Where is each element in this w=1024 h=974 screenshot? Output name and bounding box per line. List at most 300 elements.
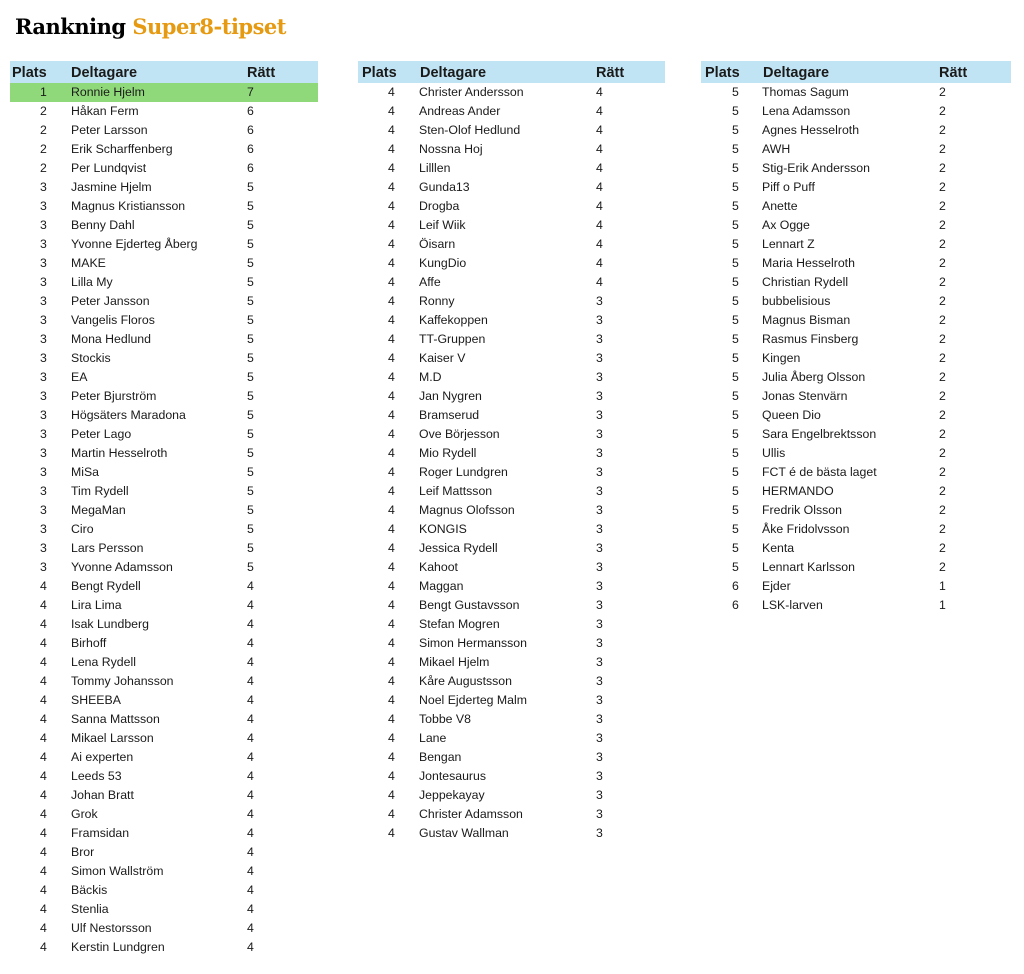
- table-row: [358, 805, 665, 824]
- table-row: [10, 729, 318, 748]
- table-row: [358, 197, 665, 216]
- table-row: [358, 330, 665, 349]
- table-row: [10, 444, 318, 463]
- header-ratt: Rätt: [596, 65, 625, 81]
- cell-deltagare: Simon Hermansson: [419, 636, 527, 650]
- cell-deltagare: Stefan Mogren: [419, 617, 500, 631]
- cell-plats: 4: [40, 617, 47, 631]
- table-row: [358, 482, 665, 501]
- cell-plats: 3: [40, 256, 47, 270]
- table-row: [358, 216, 665, 235]
- cell-ratt: 3: [596, 579, 603, 593]
- table-row: [10, 273, 318, 292]
- table-row: [701, 102, 1011, 121]
- table-row: [10, 615, 318, 634]
- cell-plats: 4: [40, 636, 47, 650]
- cell-deltagare: Jan Nygren: [419, 389, 482, 403]
- cell-deltagare: Mikael Larsson: [71, 731, 154, 745]
- cell-ratt: 5: [247, 560, 254, 574]
- cell-plats: 4: [40, 845, 47, 859]
- cell-deltagare: Högsäters Maradona: [71, 408, 186, 422]
- table-row: [701, 140, 1011, 159]
- cell-plats: 4: [388, 427, 395, 441]
- cell-deltagare: Noel Ejderteg Malm: [419, 693, 527, 707]
- table-row: [10, 501, 318, 520]
- cell-deltagare: Kaffekoppen: [419, 313, 488, 327]
- cell-plats: 3: [40, 237, 47, 251]
- cell-deltagare: Leeds 53: [71, 769, 122, 783]
- cell-plats: 4: [388, 674, 395, 688]
- table-row: [10, 406, 318, 425]
- cell-plats: 4: [40, 864, 47, 878]
- cell-deltagare: Kingen: [762, 351, 801, 365]
- cell-plats: 3: [40, 294, 47, 308]
- cell-deltagare: Ciro: [71, 522, 94, 536]
- table-row: [10, 311, 318, 330]
- cell-plats: 4: [388, 370, 395, 384]
- table-row: [10, 881, 318, 900]
- cell-ratt: 2: [939, 408, 946, 422]
- cell-plats: 3: [40, 351, 47, 365]
- cell-deltagare: Magnus Olofsson: [419, 503, 515, 517]
- cell-deltagare: Rasmus Finsberg: [762, 332, 859, 346]
- cell-plats: 5: [732, 85, 739, 99]
- cell-plats: 4: [388, 522, 395, 536]
- cell-plats: 4: [388, 142, 395, 156]
- table-row: [10, 862, 318, 881]
- cell-ratt: 4: [247, 712, 254, 726]
- cell-plats: 5: [732, 370, 739, 384]
- cell-plats: 3: [40, 522, 47, 536]
- table-row: [358, 102, 665, 121]
- cell-plats: 4: [40, 598, 47, 612]
- cell-ratt: 2: [939, 332, 946, 346]
- cell-ratt: 2: [939, 541, 946, 555]
- cell-ratt: 4: [247, 769, 254, 783]
- cell-plats: 4: [388, 617, 395, 631]
- cell-deltagare: Peter Lago: [71, 427, 132, 441]
- cell-deltagare: KungDio: [419, 256, 467, 270]
- cell-deltagare: Magnus Kristiansson: [71, 199, 186, 213]
- cell-ratt: 2: [939, 85, 946, 99]
- cell-ratt: 5: [247, 389, 254, 403]
- cell-deltagare: Christian Rydell: [762, 275, 849, 289]
- cell-plats: 5: [732, 351, 739, 365]
- cell-deltagare: Per Lundqvist: [71, 161, 147, 175]
- table-row: [10, 83, 318, 102]
- cell-plats: 5: [732, 541, 739, 555]
- cell-ratt: 4: [247, 940, 254, 954]
- table-row: [358, 729, 665, 748]
- cell-plats: 2: [40, 104, 47, 118]
- cell-plats: 4: [40, 712, 47, 726]
- cell-deltagare: LSK-larven: [762, 598, 823, 612]
- table-row: [358, 558, 665, 577]
- cell-deltagare: Kenta: [762, 541, 795, 555]
- table-row: [701, 273, 1011, 292]
- table-row: [701, 387, 1011, 406]
- cell-deltagare: Fredrik Olsson: [762, 503, 842, 517]
- cell-ratt: 4: [596, 85, 603, 99]
- table-row: [358, 140, 665, 159]
- table-row: [358, 463, 665, 482]
- cell-deltagare: Mikael Hjelm: [419, 655, 490, 669]
- cell-plats: 4: [388, 218, 395, 232]
- cell-deltagare: Tobbe V8: [419, 712, 471, 726]
- cell-ratt: 2: [939, 123, 946, 137]
- ranking-table-3: [701, 61, 1011, 615]
- cell-deltagare: Lilllen: [419, 161, 451, 175]
- cell-deltagare: Kahoot: [419, 560, 458, 574]
- cell-deltagare: Tim Rydell: [71, 484, 129, 498]
- cell-ratt: 5: [247, 484, 254, 498]
- cell-deltagare: Jessica Rydell: [419, 541, 498, 555]
- table-row: [358, 824, 665, 843]
- cell-deltagare: Magnus Bisman: [762, 313, 851, 327]
- cell-plats: 4: [388, 636, 395, 650]
- header-ratt: Rätt: [247, 65, 276, 81]
- table-row: [358, 273, 665, 292]
- cell-plats: 4: [40, 693, 47, 707]
- cell-plats: 4: [388, 731, 395, 745]
- cell-ratt: 3: [596, 655, 603, 669]
- table-row: [10, 330, 318, 349]
- cell-deltagare: Yvonne Ejderteg Åberg: [71, 237, 198, 251]
- cell-deltagare: Lena Rydell: [71, 655, 136, 669]
- cell-deltagare: Stig-Erik Andersson: [762, 161, 870, 175]
- cell-ratt: 4: [247, 674, 254, 688]
- table-row: [10, 786, 318, 805]
- cell-ratt: 4: [247, 617, 254, 631]
- cell-ratt: 5: [247, 313, 254, 327]
- cell-ratt: 2: [939, 313, 946, 327]
- cell-plats: 4: [40, 940, 47, 954]
- table-row: [10, 349, 318, 368]
- cell-deltagare: Lennart Z: [762, 237, 815, 251]
- table-row: [358, 539, 665, 558]
- cell-ratt: 4: [247, 807, 254, 821]
- cell-deltagare: Jontesaurus: [419, 769, 486, 783]
- table-row: [701, 159, 1011, 178]
- table-row: [701, 178, 1011, 197]
- cell-deltagare: Ullis: [762, 446, 786, 460]
- cell-deltagare: Peter Larsson: [71, 123, 148, 137]
- cell-deltagare: Nossna Hoj: [419, 142, 483, 156]
- table-row: [701, 539, 1011, 558]
- cell-plats: 5: [732, 275, 739, 289]
- cell-ratt: 3: [596, 826, 603, 840]
- cell-deltagare: Sanna Mattsson: [71, 712, 160, 726]
- cell-deltagare: Queen Dio: [762, 408, 821, 422]
- table-row: [701, 520, 1011, 539]
- cell-ratt: 3: [596, 446, 603, 460]
- table-row: [358, 406, 665, 425]
- cell-ratt: 2: [939, 484, 946, 498]
- cell-ratt: 2: [939, 446, 946, 460]
- table-row: [10, 577, 318, 596]
- table-row: [10, 425, 318, 444]
- cell-deltagare: Leif Mattsson: [419, 484, 493, 498]
- cell-deltagare: HERMANDO: [762, 484, 834, 498]
- header-deltagare: Deltagare: [420, 65, 487, 81]
- cell-plats: 4: [388, 579, 395, 593]
- cell-ratt: 2: [939, 465, 946, 479]
- cell-deltagare: Ejder: [762, 579, 791, 593]
- cell-ratt: 4: [247, 864, 254, 878]
- cell-deltagare: Maria Hesselroth: [762, 256, 855, 270]
- cell-deltagare: Leif Wiik: [419, 218, 466, 232]
- table-row: [358, 520, 665, 539]
- cell-ratt: 3: [596, 541, 603, 555]
- cell-ratt: 4: [247, 845, 254, 859]
- cell-deltagare: Lennart Karlsson: [762, 560, 855, 574]
- cell-deltagare: Tommy Johansson: [71, 674, 174, 688]
- table-row: [10, 843, 318, 862]
- cell-ratt: 5: [247, 408, 254, 422]
- cell-deltagare: Martin Hesselroth: [71, 446, 168, 460]
- cell-plats: 4: [388, 712, 395, 726]
- cell-ratt: 4: [596, 256, 603, 270]
- cell-ratt: 2: [939, 370, 946, 384]
- cell-deltagare: Christer Adamsson: [419, 807, 523, 821]
- cell-plats: 4: [388, 655, 395, 669]
- cell-deltagare: Grok: [71, 807, 98, 821]
- ranking-table-1: [10, 61, 318, 957]
- cell-deltagare: Piff o Puff: [762, 180, 815, 194]
- cell-ratt: 5: [247, 370, 254, 384]
- cell-deltagare: Gunda13: [419, 180, 470, 194]
- cell-plats: 3: [40, 484, 47, 498]
- cell-deltagare: Framsidan: [71, 826, 130, 840]
- table-row: [701, 216, 1011, 235]
- cell-deltagare: TT-Gruppen: [419, 332, 486, 346]
- header-plats: Plats: [362, 65, 397, 81]
- cell-plats: 3: [40, 275, 47, 289]
- cell-ratt: 2: [939, 427, 946, 441]
- cell-plats: 4: [388, 750, 395, 764]
- cell-plats: 4: [40, 883, 47, 897]
- cell-plats: 4: [40, 902, 47, 916]
- cell-ratt: 5: [247, 351, 254, 365]
- table-row: [358, 767, 665, 786]
- cell-deltagare: Jeppekayay: [419, 788, 485, 802]
- cell-ratt: 5: [247, 218, 254, 232]
- header-plats: Plats: [705, 65, 740, 81]
- cell-ratt: 6: [247, 123, 254, 137]
- table-row: [358, 786, 665, 805]
- cell-ratt: 5: [247, 503, 254, 517]
- cell-plats: 5: [732, 256, 739, 270]
- cell-deltagare: Maggan: [419, 579, 464, 593]
- cell-ratt: 4: [596, 104, 603, 118]
- cell-plats: 4: [388, 788, 395, 802]
- table-row: [10, 938, 318, 957]
- cell-plats: 5: [732, 408, 739, 422]
- cell-deltagare: MiSa: [71, 465, 100, 479]
- cell-plats: 4: [388, 826, 395, 840]
- cell-ratt: 4: [596, 199, 603, 213]
- cell-plats: 4: [388, 180, 395, 194]
- cell-plats: 4: [388, 408, 395, 422]
- cell-plats: 3: [40, 446, 47, 460]
- cell-deltagare: Mona Hedlund: [71, 332, 151, 346]
- cell-deltagare: Simon Wallström: [71, 864, 164, 878]
- cell-ratt: 2: [939, 522, 946, 536]
- cell-ratt: 6: [247, 161, 254, 175]
- table-row: [10, 653, 318, 672]
- cell-deltagare: Yvonne Adamsson: [71, 560, 173, 574]
- cell-deltagare: Benny Dahl: [71, 218, 135, 232]
- cell-ratt: 3: [596, 389, 603, 403]
- cell-deltagare: Johan Bratt: [71, 788, 134, 802]
- cell-ratt: 2: [939, 180, 946, 194]
- cell-plats: 3: [40, 332, 47, 346]
- cell-plats: 4: [388, 351, 395, 365]
- cell-plats: 5: [732, 199, 739, 213]
- table-row: [701, 292, 1011, 311]
- cell-ratt: 4: [596, 142, 603, 156]
- table-row: [358, 387, 665, 406]
- cell-plats: 4: [388, 294, 395, 308]
- cell-plats: 5: [732, 180, 739, 194]
- cell-ratt: 2: [939, 237, 946, 251]
- cell-ratt: 4: [247, 921, 254, 935]
- cell-deltagare: Sara Engelbrektsson: [762, 427, 877, 441]
- cell-deltagare: Lilla My: [71, 275, 113, 289]
- cell-ratt: 3: [596, 788, 603, 802]
- cell-plats: 4: [388, 256, 395, 270]
- cell-ratt: 7: [247, 85, 254, 99]
- table-row: [358, 178, 665, 197]
- cell-plats: 4: [388, 237, 395, 251]
- cell-plats: 3: [40, 427, 47, 441]
- cell-plats: 6: [732, 579, 739, 593]
- cell-deltagare: Öisarn: [419, 237, 456, 251]
- table-row: [358, 444, 665, 463]
- table-row: [358, 311, 665, 330]
- cell-deltagare: Mio Rydell: [419, 446, 477, 460]
- cell-ratt: 3: [596, 617, 603, 631]
- cell-deltagare: MAKE: [71, 256, 106, 270]
- cell-ratt: 4: [247, 579, 254, 593]
- cell-plats: 4: [388, 446, 395, 460]
- table-row: [10, 558, 318, 577]
- cell-ratt: 3: [596, 370, 603, 384]
- cell-deltagare: Lane: [419, 731, 447, 745]
- cell-ratt: 5: [247, 256, 254, 270]
- cell-deltagare: M.D: [419, 370, 442, 384]
- cell-deltagare: Stenlia: [71, 902, 109, 916]
- cell-deltagare: Erik Scharffenberg: [71, 142, 173, 156]
- cell-plats: 4: [388, 85, 395, 99]
- table-row: [10, 387, 318, 406]
- cell-ratt: 5: [247, 465, 254, 479]
- cell-plats: 4: [40, 807, 47, 821]
- table-row: [10, 634, 318, 653]
- cell-deltagare: Bengan: [419, 750, 462, 764]
- cell-deltagare: MegaMan: [71, 503, 126, 517]
- header-deltagare: Deltagare: [71, 65, 138, 81]
- header-deltagare: Deltagare: [763, 65, 830, 81]
- cell-ratt: 5: [247, 294, 254, 308]
- cell-ratt: 1: [939, 579, 946, 593]
- cell-deltagare: Agnes Hesselroth: [762, 123, 860, 137]
- cell-plats: 4: [388, 199, 395, 213]
- cell-ratt: 3: [596, 598, 603, 612]
- cell-ratt: 4: [247, 598, 254, 612]
- cell-ratt: 5: [247, 237, 254, 251]
- cell-plats: 4: [388, 389, 395, 403]
- cell-ratt: 2: [939, 161, 946, 175]
- cell-ratt: 5: [247, 332, 254, 346]
- cell-plats: 5: [732, 446, 739, 460]
- table-row: [10, 368, 318, 387]
- cell-ratt: 4: [247, 883, 254, 897]
- cell-ratt: 3: [596, 560, 603, 574]
- table-row: [358, 710, 665, 729]
- table-row: [701, 577, 1011, 596]
- cell-deltagare: FCT é de bästa laget: [762, 465, 877, 479]
- cell-ratt: 2: [939, 218, 946, 232]
- cell-ratt: 4: [247, 636, 254, 650]
- cell-ratt: 2: [939, 142, 946, 156]
- table-row: [701, 330, 1011, 349]
- cell-deltagare: Bramserud: [419, 408, 480, 422]
- cell-plats: 5: [732, 503, 739, 517]
- table-row: [701, 425, 1011, 444]
- cell-deltagare: Affe: [419, 275, 441, 289]
- cell-plats: 4: [388, 313, 395, 327]
- cell-plats: 3: [40, 541, 47, 555]
- cell-ratt: 4: [596, 180, 603, 194]
- table-row: [10, 672, 318, 691]
- cell-deltagare: bubbelisious: [762, 294, 831, 308]
- table-row: [10, 919, 318, 938]
- cell-deltagare: AWH: [762, 142, 791, 156]
- cell-deltagare: Håkan Ferm: [71, 104, 139, 118]
- cell-ratt: 2: [939, 294, 946, 308]
- cell-ratt: 2: [939, 199, 946, 213]
- table-row: [10, 748, 318, 767]
- cell-plats: 4: [388, 503, 395, 517]
- table-row: [701, 254, 1011, 273]
- table-row: [701, 197, 1011, 216]
- table-row: [10, 197, 318, 216]
- table-row: [701, 83, 1011, 102]
- cell-ratt: 2: [939, 389, 946, 403]
- cell-ratt: 5: [247, 275, 254, 289]
- cell-ratt: 3: [596, 484, 603, 498]
- table-row: [358, 634, 665, 653]
- cell-plats: 4: [388, 769, 395, 783]
- table-row: [701, 349, 1011, 368]
- cell-ratt: 4: [247, 693, 254, 707]
- cell-plats: 4: [388, 104, 395, 118]
- table-row: [10, 805, 318, 824]
- cell-ratt: 6: [247, 142, 254, 156]
- cell-plats: 5: [732, 313, 739, 327]
- table-row: [10, 102, 318, 121]
- cell-ratt: 2: [939, 560, 946, 574]
- cell-ratt: 5: [247, 427, 254, 441]
- cell-plats: 2: [40, 123, 47, 137]
- table-row: [358, 748, 665, 767]
- cell-plats: 3: [40, 180, 47, 194]
- cell-deltagare: Andreas Ander: [419, 104, 501, 118]
- cell-plats: 4: [388, 560, 395, 574]
- cell-plats: 4: [388, 332, 395, 346]
- cell-ratt: 4: [596, 275, 603, 289]
